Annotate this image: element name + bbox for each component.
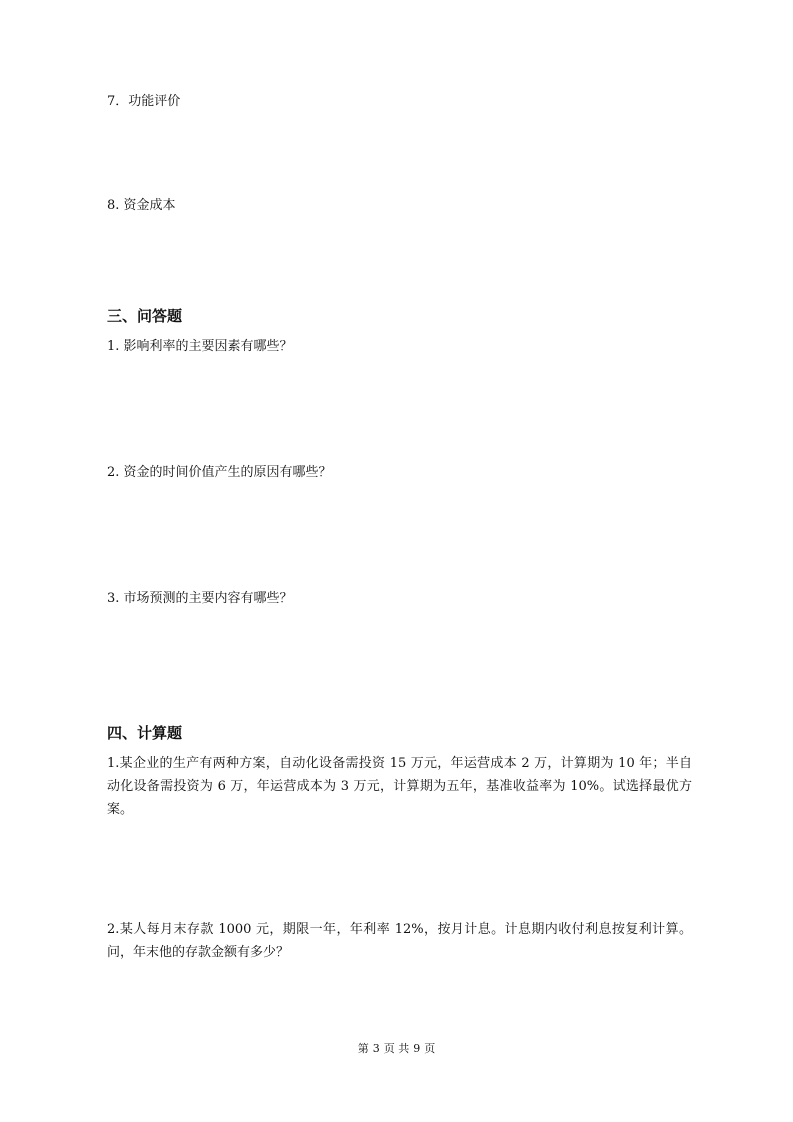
term-8-capital-cost: 8. 资金成本 bbox=[107, 198, 176, 213]
question-1: 1. 影响利率的主要因素有哪些？ bbox=[107, 339, 293, 354]
section-3-heading: 三、问答题 bbox=[107, 307, 183, 325]
page-footer bbox=[0, 1041, 793, 1057]
calc-problem-1: 1.某企业的生产有两种方案，自动化设备需投资 15 万元，年运营成本 2 万，计算期为 10 年；半自动化设备需投资为 6 万，年运营成本为 3 万元，计算期为五年，基准收益率为 10%。试选择最优方案。 bbox=[107, 756, 692, 817]
footer-total-pages: 9 bbox=[413, 1042, 421, 1055]
question-2: 2. 资金的时间价值产生的原因有哪些？ bbox=[107, 465, 332, 480]
calc-problem-2: 2.某人每月末存款 1000 元，期限一年，年利率 12%，按月计息。计息期内收付利息按复利计算。问，年末他的存款金额有多少？ bbox=[107, 922, 692, 960]
question-3: 3. 市场预测的主要内容有哪些？ bbox=[107, 591, 293, 606]
footer-prefix: 第 bbox=[357, 1042, 369, 1055]
footer-page-number: 3 bbox=[372, 1042, 380, 1055]
footer-middle: 页 共 bbox=[383, 1042, 410, 1055]
section-4-heading: 四、计算题 bbox=[107, 724, 183, 742]
term-7-functional-evaluation: 7．功能评价 bbox=[107, 94, 181, 109]
footer-suffix: 页 bbox=[424, 1042, 436, 1055]
